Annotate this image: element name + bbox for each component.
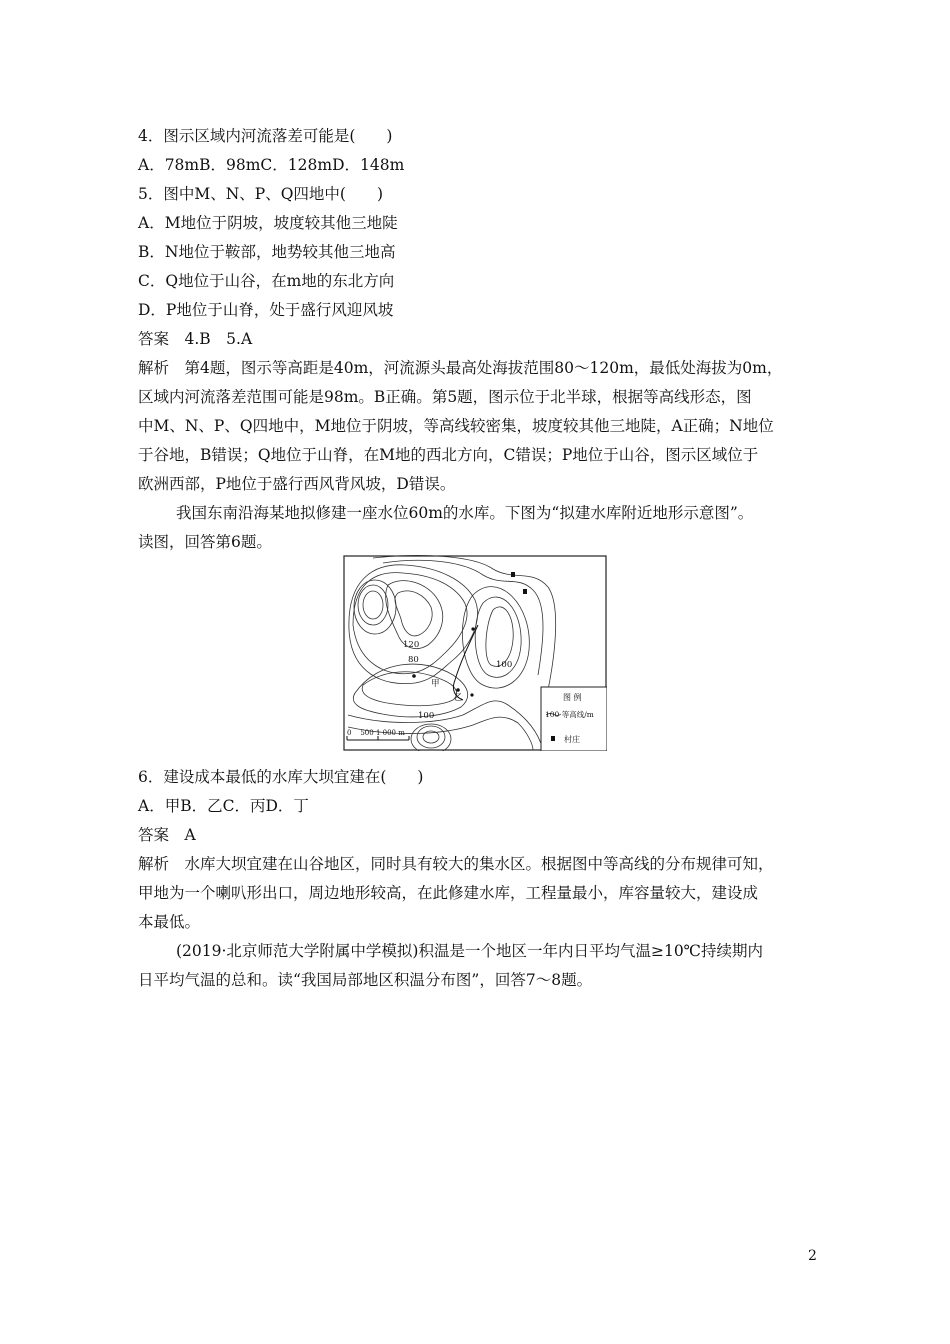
- scale-label: 0 500 1 000 m: [347, 729, 405, 737]
- question-4-stem: 4．图示区域内河流落差可能是( ): [138, 127, 393, 145]
- page-number: 2: [808, 1248, 817, 1264]
- analysis-4-5-line-5: 欧洲西部，P地位于盛行西风背风坡，D错误。: [138, 475, 456, 493]
- question-5-option-c: C．Q地位于山谷，在m地的东北方向: [138, 272, 395, 290]
- village-marker-2: [523, 589, 527, 594]
- point-m: [471, 627, 474, 630]
- question-5-option-b: B．N地位于鞍部，地势较其他三地高: [138, 243, 396, 261]
- intro-q7-8-line-1: (2019·北京师范大学附属中学模拟)积温是一个地区一年内日平均气温≥10℃持续期内: [176, 942, 764, 960]
- label-120: 120: [403, 640, 420, 650]
- point-jia: [412, 674, 416, 678]
- analysis-4-5-line-1: 解析 第4题，图示等高距是40m，河流源头最高处海拔范围80～120m，最低处海拔为0m，: [138, 359, 783, 377]
- label-100-right: 100: [496, 660, 513, 670]
- question-6-options: A．甲B．乙C．丙D．丁: [138, 797, 309, 815]
- label-80: 80: [408, 655, 419, 665]
- answer-6: 答案 A: [138, 826, 196, 844]
- question-5-stem: 5．图中M、N、P、Q四地中( ): [138, 185, 384, 203]
- analysis-6-line-1: 解析 水库大坝宜建在山谷地区，同时具有较大的集水区。根据图中等高线的分布规律可知，: [138, 855, 774, 873]
- label-100-left: 100: [418, 711, 435, 721]
- question-6-stem: 6．建设成本最低的水库大坝宜建在( ): [138, 768, 424, 786]
- intro-q6-line-1: 我国东南沿海某地拟修建一座水位60m的水库。下图为“拟建水库附近地形示意图”。: [176, 504, 754, 522]
- analysis-4-5-line-2: 区域内河流落差范围可能是98m。B正确。第5题，图示位于北半球，根据等高线形态，图: [138, 388, 752, 406]
- analysis-6-line-3: 本最低。: [138, 913, 201, 931]
- legend-village-label: 村庄: [564, 735, 580, 744]
- point-yi: [456, 688, 460, 692]
- analysis-4-5-line-3: 中M、N、P、Q四地中，M地位于阴坡，等高线较密集，坡度较其他三地陡，A正确；N地位: [138, 417, 774, 435]
- label-yi: 乙: [454, 693, 463, 703]
- reservoir-contour-map: [343, 555, 607, 751]
- question-5-option-a: A．M地位于阴坡，坡度较其他三地陡: [138, 214, 398, 232]
- intro-q6-line-2: 读图，回答第6题。: [138, 533, 272, 551]
- question-4-options: A．78mB．98mC．128mD．148m: [138, 156, 405, 174]
- village-marker-1: [511, 572, 515, 577]
- legend-title: 图 例: [563, 693, 582, 702]
- label-jia: 甲: [431, 679, 440, 689]
- point-bing: [470, 693, 473, 696]
- analysis-4-5-line-4: 于谷地，B错误；Q地位于山脊，在M地的西北方向，C错误；P地位于山谷，图示区域位于: [138, 446, 759, 464]
- intro-q7-8-line-2: 日平均气温的总和。读“我国局部地区积温分布图”，回答7～8题。: [138, 971, 593, 989]
- legend-contour-label: 100 等高线/m: [545, 710, 594, 719]
- answer-4-5: 答案 4.B 5.A: [138, 330, 253, 348]
- legend-village-marker: [551, 736, 555, 741]
- analysis-6-line-2: 甲地为一个喇叭形出口，周边地形较高，在此修建水库，工程量最小，库容量较大，建设成: [138, 884, 759, 902]
- question-5-option-d: D．P地位于山脊，处于盛行风迎风坡: [138, 301, 394, 319]
